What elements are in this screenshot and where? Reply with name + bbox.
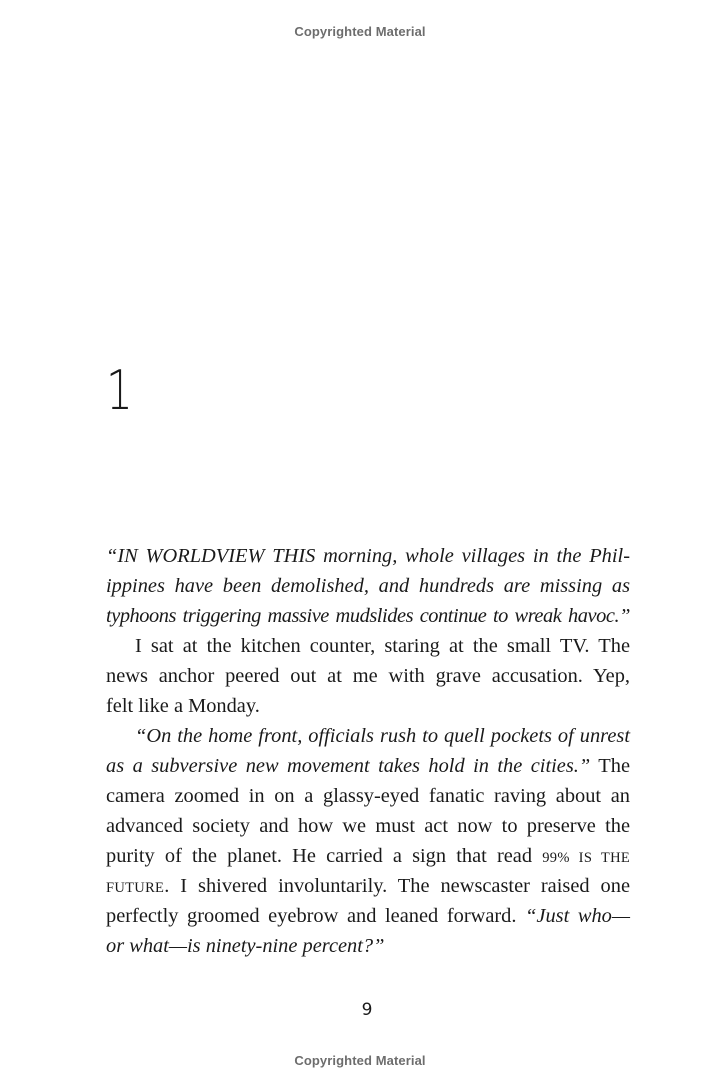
sign-text-small-caps: FUTURE xyxy=(106,880,165,896)
copyright-watermark-top: Copyrighted Material xyxy=(294,24,426,39)
sign-text-small-caps: 99% IS THE xyxy=(542,850,630,866)
chapter-number: 1 xyxy=(106,359,133,422)
text-line: or what—is ninety-nine percent?” xyxy=(106,935,385,957)
quoted-news-text: as a subversive new movement takes hold in the cities.” xyxy=(106,755,591,777)
text-line: I sat at the kitchen counter, staring at the small TV. The xyxy=(135,635,630,657)
text-line: typhoons triggering massive mudslides continue to wreak havoc.” xyxy=(106,605,630,627)
text-line xyxy=(106,751,630,781)
text-segment: . I shivered involuntarily. The newscaster raised one xyxy=(164,875,630,897)
text-line: advanced society and how we must act now to preserve the xyxy=(106,815,630,837)
copyright-watermark-bottom: Copyrighted Material xyxy=(294,1053,426,1068)
quoted-news-text: “Just who— xyxy=(525,905,630,927)
text-segment: The xyxy=(590,755,630,777)
text-line: “On the home front, officials rush to quell pockets of unrest xyxy=(135,725,630,747)
text-line: “IN WORLDVIEW THIS morning, whole villages in the Phil- xyxy=(106,545,630,567)
text-line xyxy=(106,841,630,871)
text-segment: purity of the planet. He carried a sign that read xyxy=(106,845,543,867)
text-line: felt like a Monday. xyxy=(106,695,260,717)
text-line xyxy=(106,901,630,931)
text-line: ippines have been demolished, and hundreds are missing as xyxy=(106,575,630,597)
text-line: camera zoomed in on a glassy-eyed fanatic raving about an xyxy=(106,785,630,807)
text-line xyxy=(106,871,630,901)
text-segment: perfectly groomed eyebrow and leaned forward. xyxy=(106,905,526,927)
text-line: news anchor peered out at me with grave accusation. Yep, xyxy=(106,665,630,687)
page-number: 9 xyxy=(361,1000,373,1020)
chapter-body-text xyxy=(106,541,630,961)
